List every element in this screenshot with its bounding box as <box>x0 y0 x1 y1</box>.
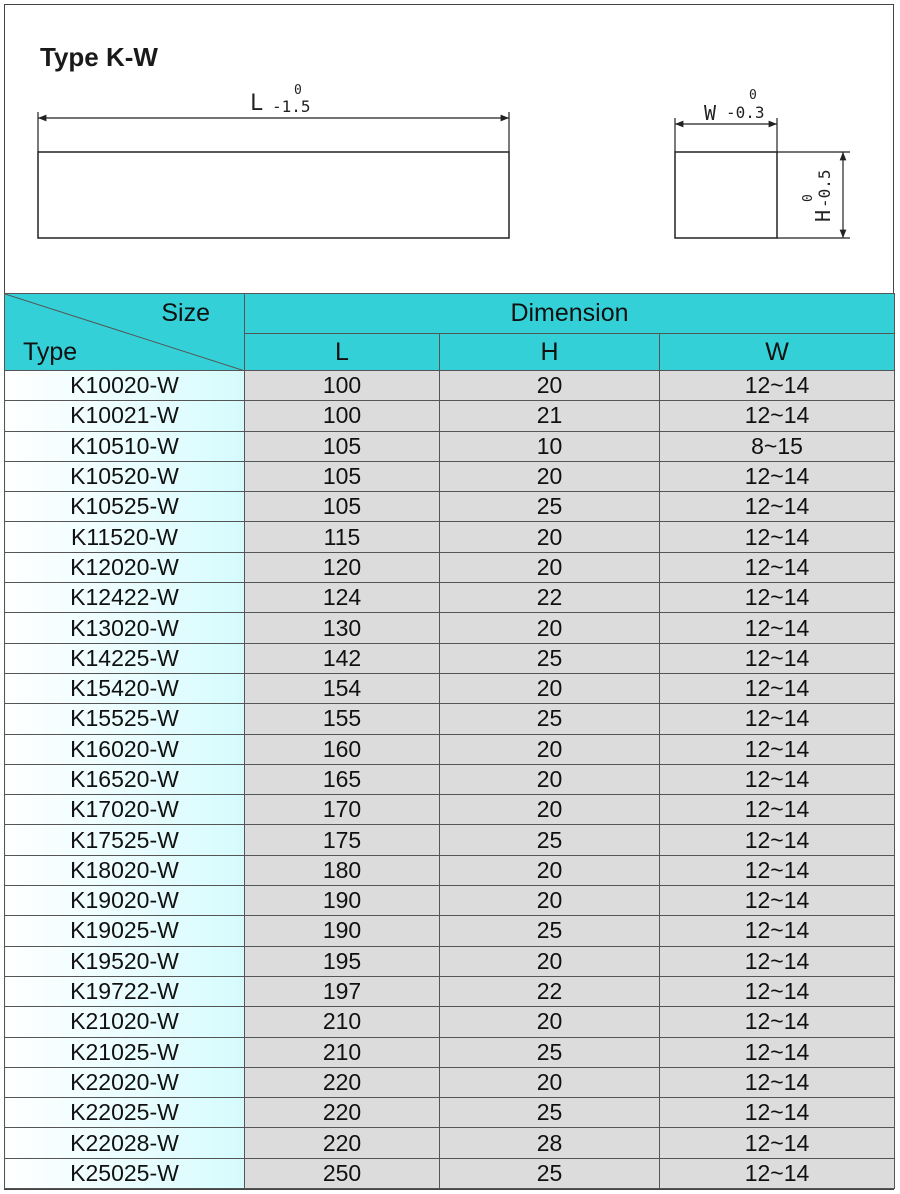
table-row <box>5 825 895 855</box>
type-cell: K15420-W <box>5 673 245 703</box>
type-cell: K10510-W <box>5 431 245 461</box>
w-cell: 12~14 <box>660 643 895 673</box>
w-cell: 12~14 <box>660 855 895 885</box>
h-cell: 25 <box>440 916 660 946</box>
table-row <box>5 734 895 764</box>
w-cell: 8~15 <box>660 431 895 461</box>
w-cell: 12~14 <box>660 673 895 703</box>
h-cell: 10 <box>440 431 660 461</box>
column-header-l: L <box>245 334 440 371</box>
table-row <box>5 492 895 522</box>
h-cell: 25 <box>440 1037 660 1067</box>
side-view-rect <box>38 152 509 238</box>
table-row <box>5 583 895 613</box>
dimension-group-header: Dimension <box>245 294 895 334</box>
w-cell: 12~14 <box>660 734 895 764</box>
table-row <box>5 1128 895 1158</box>
h-cell: 20 <box>440 613 660 643</box>
type-cell: K22025-W <box>5 1098 245 1128</box>
h-cell: 25 <box>440 492 660 522</box>
type-cell: K19520-W <box>5 946 245 976</box>
l-cell: 155 <box>245 704 440 734</box>
l-cell: 170 <box>245 795 440 825</box>
l-cell: 160 <box>245 734 440 764</box>
table-row <box>5 1158 895 1188</box>
w-cell: 12~14 <box>660 825 895 855</box>
type-cell: K19025-W <box>5 916 245 946</box>
l-cell: 100 <box>245 371 440 401</box>
w-cell: 12~14 <box>660 795 895 825</box>
w-cell: 12~14 <box>660 371 895 401</box>
corner-type-label: Type <box>23 338 78 366</box>
type-cell: K19020-W <box>5 886 245 916</box>
l-cell: 180 <box>245 855 440 885</box>
corner-size-label: Size <box>161 299 210 327</box>
h-cell: 28 <box>440 1128 660 1158</box>
type-cell: K25025-W <box>5 1158 245 1188</box>
type-cell: K22028-W <box>5 1128 245 1158</box>
h-cell: 20 <box>440 371 660 401</box>
table-row <box>5 431 895 461</box>
w-cell: 12~14 <box>660 522 895 552</box>
type-cell: K11520-W <box>5 522 245 552</box>
h-cell: 20 <box>440 946 660 976</box>
table-row <box>5 371 895 401</box>
type-cell: K19722-W <box>5 976 245 1006</box>
table-row <box>5 401 895 431</box>
type-cell: K15525-W <box>5 704 245 734</box>
w-cell: 12~14 <box>660 1037 895 1067</box>
width-label: W <box>704 101 717 125</box>
table-row <box>5 643 895 673</box>
l-cell: 210 <box>245 1007 440 1037</box>
w-cell: 12~14 <box>660 704 895 734</box>
type-cell: K12422-W <box>5 583 245 613</box>
type-cell: K12020-W <box>5 552 245 582</box>
l-cell: 130 <box>245 613 440 643</box>
table-row <box>5 1067 895 1097</box>
h-cell: 20 <box>440 855 660 885</box>
l-cell: 142 <box>245 643 440 673</box>
end-view-rect <box>675 152 777 238</box>
type-cell: K16020-W <box>5 734 245 764</box>
dimension-table <box>4 293 895 1189</box>
length-label: L <box>250 91 264 116</box>
length-tol-lower: -1.5 <box>272 97 311 116</box>
table-row <box>5 795 895 825</box>
type-cell: K18020-W <box>5 855 245 885</box>
table-row <box>5 946 895 976</box>
page-title: Type K-W <box>40 42 158 72</box>
side-view <box>38 83 509 238</box>
column-header-w: W <box>660 334 895 371</box>
table-row <box>5 916 895 946</box>
l-cell: 120 <box>245 552 440 582</box>
table-row <box>5 704 895 734</box>
l-cell: 195 <box>245 946 440 976</box>
table-row <box>5 1098 895 1128</box>
w-cell: 12~14 <box>660 461 895 491</box>
corner-header-cell <box>5 294 245 371</box>
h-cell: 22 <box>440 583 660 613</box>
type-cell: K13020-W <box>5 613 245 643</box>
h-cell: 20 <box>440 795 660 825</box>
l-cell: 210 <box>245 1037 440 1067</box>
type-cell: K10525-W <box>5 492 245 522</box>
table-row <box>5 522 895 552</box>
table-row <box>5 764 895 794</box>
type-cell: K16520-W <box>5 764 245 794</box>
l-cell: 197 <box>245 976 440 1006</box>
h-cell: 22 <box>440 976 660 1006</box>
l-cell: 220 <box>245 1098 440 1128</box>
l-cell: 154 <box>245 673 440 703</box>
w-cell: 12~14 <box>660 764 895 794</box>
h-cell: 20 <box>440 764 660 794</box>
table-row <box>5 976 895 1006</box>
table-row <box>5 552 895 582</box>
l-cell: 220 <box>245 1067 440 1097</box>
h-cell: 25 <box>440 704 660 734</box>
l-cell: 190 <box>245 886 440 916</box>
h-cell: 20 <box>440 734 660 764</box>
height-tol-upper: 0 <box>801 194 816 202</box>
table-row <box>5 1037 895 1067</box>
table-row <box>5 855 895 885</box>
l-cell: 220 <box>245 1128 440 1158</box>
height-tol-lower: -0.5 <box>815 169 834 208</box>
h-cell: 21 <box>440 401 660 431</box>
table-row <box>5 886 895 916</box>
l-cell: 105 <box>245 461 440 491</box>
w-cell: 12~14 <box>660 976 895 1006</box>
w-cell: 12~14 <box>660 886 895 916</box>
h-cell: 25 <box>440 1158 660 1188</box>
h-cell: 20 <box>440 522 660 552</box>
h-cell: 20 <box>440 1067 660 1097</box>
h-cell: 20 <box>440 886 660 916</box>
type-cell: K10520-W <box>5 461 245 491</box>
h-cell: 20 <box>440 1007 660 1037</box>
h-cell: 25 <box>440 1098 660 1128</box>
l-cell: 190 <box>245 916 440 946</box>
length-tol-upper: 0 <box>294 83 302 98</box>
type-cell: K21025-W <box>5 1037 245 1067</box>
technical-drawing <box>0 0 900 290</box>
w-cell: 12~14 <box>660 916 895 946</box>
l-cell: 115 <box>245 522 440 552</box>
h-cell: 20 <box>440 461 660 491</box>
type-cell: K21020-W <box>5 1007 245 1037</box>
type-cell: K17020-W <box>5 795 245 825</box>
w-cell: 12~14 <box>660 1098 895 1128</box>
width-tol-upper: 0 <box>749 88 757 103</box>
end-view <box>675 88 850 238</box>
l-cell: 175 <box>245 825 440 855</box>
w-cell: 12~14 <box>660 583 895 613</box>
type-cell: K14225-W <box>5 643 245 673</box>
h-cell: 20 <box>440 552 660 582</box>
height-label: H <box>811 209 835 222</box>
table-body <box>5 371 895 1189</box>
w-cell: 12~14 <box>660 492 895 522</box>
table-row <box>5 673 895 703</box>
w-cell: 12~14 <box>660 1128 895 1158</box>
type-cell: K17525-W <box>5 825 245 855</box>
l-cell: 250 <box>245 1158 440 1188</box>
w-cell: 12~14 <box>660 401 895 431</box>
type-cell: K10020-W <box>5 371 245 401</box>
w-cell: 12~14 <box>660 552 895 582</box>
type-cell: K10021-W <box>5 401 245 431</box>
table-row <box>5 461 895 491</box>
l-cell: 124 <box>245 583 440 613</box>
w-cell: 12~14 <box>660 946 895 976</box>
w-cell: 12~14 <box>660 613 895 643</box>
w-cell: 12~14 <box>660 1067 895 1097</box>
h-cell: 25 <box>440 825 660 855</box>
l-cell: 105 <box>245 431 440 461</box>
h-cell: 20 <box>440 673 660 703</box>
width-tol-lower: -0.3 <box>726 103 765 122</box>
column-header-h: H <box>440 334 660 371</box>
w-cell: 12~14 <box>660 1158 895 1188</box>
l-cell: 105 <box>245 492 440 522</box>
w-cell: 12~14 <box>660 1007 895 1037</box>
l-cell: 100 <box>245 401 440 431</box>
table-row <box>5 1007 895 1037</box>
type-cell: K22020-W <box>5 1067 245 1097</box>
l-cell: 165 <box>245 764 440 794</box>
table-row <box>5 613 895 643</box>
h-cell: 25 <box>440 643 660 673</box>
